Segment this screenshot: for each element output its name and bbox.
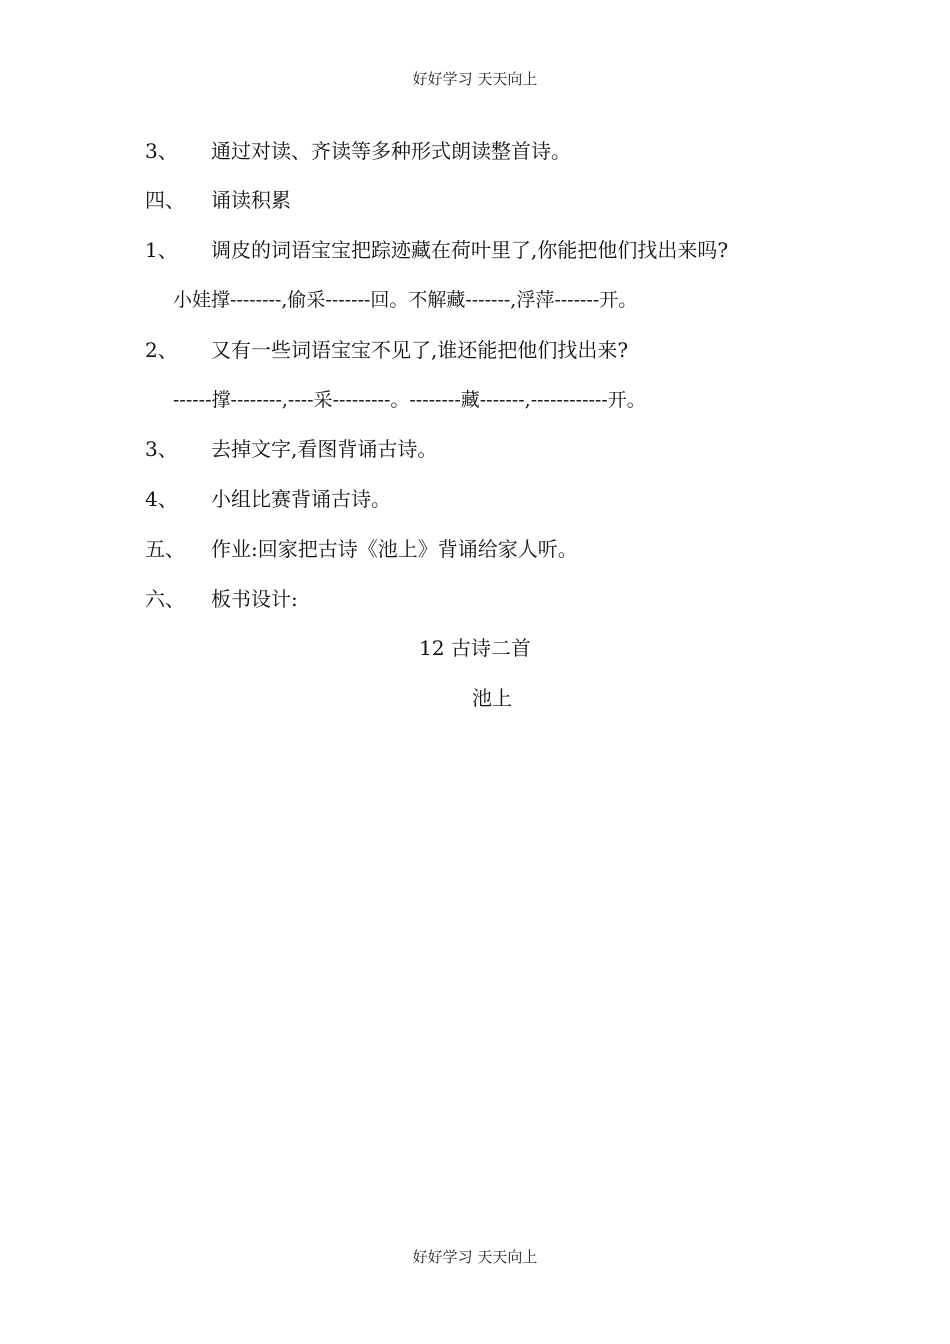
item-number: 4、 xyxy=(145,487,178,511)
section-title: 诵读积累 xyxy=(211,188,291,212)
board-subtitle: 池上 xyxy=(472,686,512,710)
section-number: 五、 xyxy=(145,537,185,561)
section-6-board-design xyxy=(145,587,298,611)
board-title xyxy=(0,636,950,660)
item-number: 3、 xyxy=(145,437,178,461)
section-5-homework xyxy=(145,537,578,561)
section-title: 作业:回家把古诗《池上》背诵给家人听。 xyxy=(211,537,578,561)
item-text: 通过对读、齐读等多种形式朗读整首诗。 xyxy=(211,139,571,163)
page-header: 好好学习 天天向上 xyxy=(412,70,538,88)
item-text: 小组比赛背诵古诗。 xyxy=(211,487,391,511)
section-number: 六、 xyxy=(145,587,185,611)
item-number: 3、 xyxy=(145,139,178,163)
item-number: 1、 xyxy=(145,238,178,262)
item-text: 又有一些词语宝宝不见了,谁还能把他们找出来? xyxy=(211,338,629,362)
section-4-heading xyxy=(145,188,291,212)
item-number: 2、 xyxy=(145,338,178,362)
section-title: 板书设计: xyxy=(211,587,298,611)
section-number: 四、 xyxy=(145,188,185,212)
item-text: 调皮的词语宝宝把踪迹藏在荷叶里了,你能把他们找出来吗? xyxy=(211,238,729,262)
fill-blank-line-2: ------撑--------,----采---------。--------藏-------,------------开。 xyxy=(173,389,646,411)
step-1-find-words xyxy=(145,238,728,262)
step-3-recite-by-picture xyxy=(145,437,437,461)
page-footer: 好好学习 天天向上 xyxy=(412,1248,538,1266)
item-text: 去掉文字,看图背诵古诗。 xyxy=(211,437,438,461)
step-2-find-more-words xyxy=(145,338,628,362)
board-title-text: 12 古诗二首 xyxy=(419,636,531,660)
step-4-group-contest xyxy=(145,487,391,511)
step-3-read-aloud xyxy=(145,139,571,163)
fill-blank-line-1: 小娃撑--------,偷采-------回。不解藏-------,浮萍-------开。 xyxy=(173,289,638,311)
